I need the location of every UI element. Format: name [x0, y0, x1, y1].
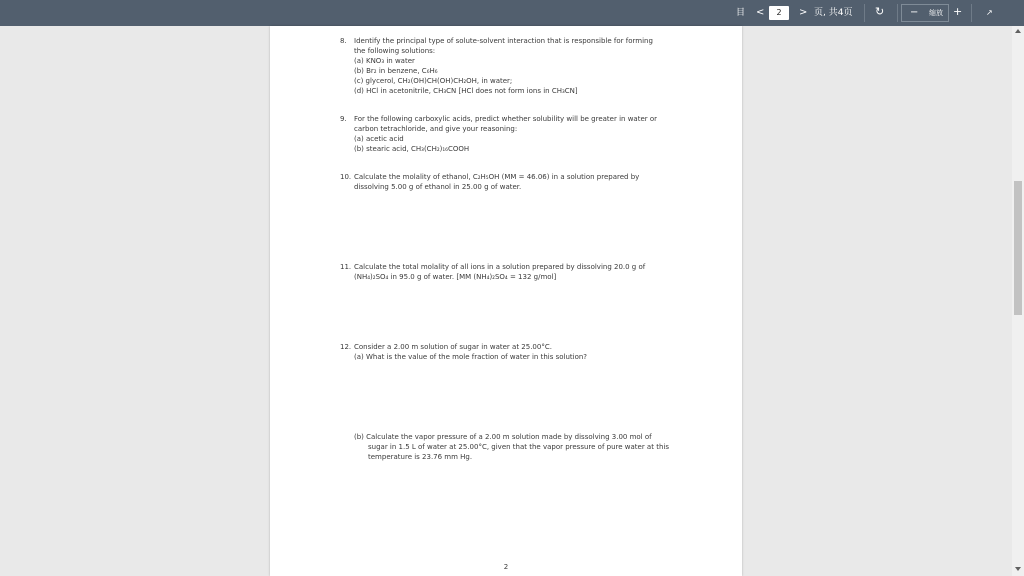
current-page-input[interactable]: 2	[769, 6, 789, 20]
zoom-out-icon[interactable]: −	[910, 7, 919, 18]
question-text	[354, 342, 587, 362]
question-number: 10.	[340, 173, 352, 181]
question-text	[354, 262, 645, 282]
page-number: 2	[503, 563, 509, 571]
expand-icon[interactable]: ↗	[986, 8, 993, 17]
scroll-up-arrow-icon[interactable]	[1015, 29, 1021, 33]
text-line: temperature is 23.76 mm Hg.	[368, 453, 473, 461]
text-line: the following solutions:	[354, 47, 436, 55]
text-line: Identify the principal type of solute-solvent interaction that is responsible for forming	[354, 37, 653, 45]
rotate-icon[interactable]: ↻	[875, 5, 885, 18]
text-line: (NH₄)₂SO₄ in 95.0 g of water. [MM (NH₄)₂SO₄ = 132 g/mol]	[354, 273, 557, 281]
pdf-toolbar	[0, 0, 1024, 26]
outline-icon[interactable]: 目	[736, 8, 746, 18]
question-text	[354, 172, 639, 192]
text-line: sugar in 1.5 L of water at 25.00°C, given that the vapor pressure of pure water at this	[368, 443, 669, 451]
question-number: 8.	[340, 37, 347, 45]
text-line: (a) KNO₃ in water	[354, 57, 415, 65]
text-line: (d) HCl in acetonitrile, CH₃CN [HCl does not form ions in CH₃CN]	[354, 87, 578, 95]
question-number: 9.	[340, 115, 347, 123]
document-viewer	[0, 26, 1024, 576]
toolbar-divider	[864, 4, 865, 22]
text-line: Calculate the total molality of all ions in a solution prepared by dissolving 20.0 g of	[354, 263, 646, 271]
text-line: For the following carboxylic acids, predict whether solubility will be greater in water or	[354, 115, 658, 123]
zoom-in-icon[interactable]: +	[953, 5, 963, 18]
text-line: (c) glycerol, CH₂(OH)CH(OH)CH₂OH, in water;	[354, 77, 513, 85]
text-line: dissolving 5.00 g of ethanol in 25.00 g of water.	[354, 183, 522, 191]
scrollbar-thumb[interactable]	[1014, 181, 1022, 315]
text-line: (a) What is the value of the mole fraction of water in this solution?	[354, 353, 588, 361]
text-line: Consider a 2.00 m solution of sugar in water at 25.00°C.	[354, 343, 552, 351]
previous-page-icon[interactable]: <	[756, 7, 765, 18]
text-line: carbon tetrachloride, and give your reasoning:	[354, 125, 518, 133]
question-number: 11.	[340, 263, 352, 271]
text-line: Calculate the molality of ethanol, C₂H₅OH (MM = 46.06) in a solution prepared by	[354, 173, 640, 181]
vertical-scrollbar[interactable]	[1012, 26, 1024, 576]
text-line: (a) acetic acid	[354, 135, 404, 143]
question-text	[354, 114, 657, 154]
toolbar-divider	[897, 4, 898, 22]
scroll-down-arrow-icon[interactable]	[1015, 567, 1021, 571]
question-text	[354, 36, 653, 96]
document-page	[270, 26, 742, 576]
text-line: (b) stearic acid, CH₃(CH₂)₁₆COOH	[354, 145, 470, 153]
page-count-label: 页, 共4页	[814, 8, 853, 18]
question-number: 12.	[340, 343, 352, 351]
text-line: (b) Br₂ in benzene, C₆H₆	[354, 67, 438, 75]
next-page-icon[interactable]: >	[799, 7, 808, 18]
toolbar-divider	[971, 4, 972, 22]
question-text	[354, 432, 669, 462]
zoom-label[interactable]: 缩放	[929, 9, 943, 17]
text-line: (b) Calculate the vapor pressure of a 2.00 m solution made by dissolving 3.00 mol of	[354, 433, 652, 441]
